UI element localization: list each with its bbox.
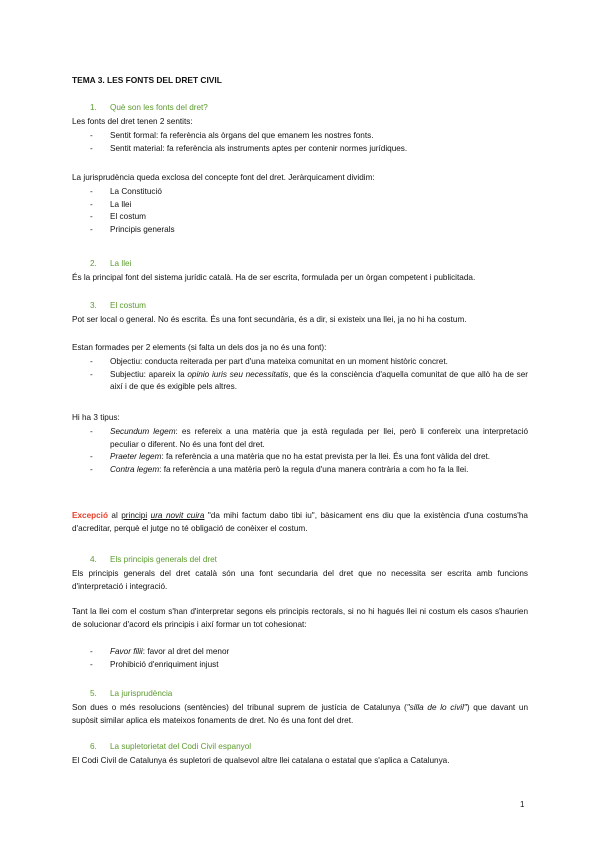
paragraph: Els principis generals del dret català són una font secundaria del dret que no necessita ser escrita amb funcions d'interpretació i integració. <box>72 569 528 591</box>
italic-term: opinio iuris seu necessitatis <box>187 369 289 379</box>
text-run: : es refereix a una matèria que ja està regulada per llei, però li confereix una interpretació peculiar o diferent. No és una font del dret. <box>110 427 529 449</box>
italic-term: Favor filii <box>110 647 143 656</box>
paragraph: És la principal font del sistema jurídic català. Ha de ser escrita, formulada per un òrgan competent i publicitada. <box>72 273 476 282</box>
section-number: 3. <box>90 301 97 310</box>
list-item <box>90 451 528 464</box>
list-item: - La Constitució <box>90 186 528 199</box>
paragraph: Tant la llei com el costum s'han d'interpretar segons els principis rectorals, si no hi hagués llei ni costum els casos s'haurien de solucionar d'acord els principis i així formar un tot cohesionat: <box>72 607 528 629</box>
italic-term: ura novit cuira <box>150 511 205 520</box>
section-title: Els principis generals del dret <box>110 555 217 564</box>
section-heading-4 <box>90 554 217 567</box>
list-item: - Sentit material: fa referència als instruments aptes per contenir normes jurídiques. <box>90 143 528 156</box>
list-item <box>90 646 528 659</box>
paragraph: Estan formades per 2 elements (si falta un dels dos ja no és una font): <box>72 343 327 352</box>
italic-term: Contra legem <box>110 464 160 474</box>
list-item: - Principis generals <box>90 224 528 237</box>
list-item: - Sentit formal: fa referència als òrgans del que emanem les nostres fonts. <box>90 130 528 143</box>
underlined-term: principi <box>121 511 148 520</box>
section-title: La llei <box>110 259 132 268</box>
paragraph <box>72 702 528 727</box>
italic-term: Secundum legem <box>110 427 176 436</box>
section-number: 5. <box>90 689 97 698</box>
section-title: Què son les fonts del dret? <box>110 103 208 112</box>
text-run: : favor al dret del menor <box>142 647 230 656</box>
section-title: El costum <box>110 301 146 310</box>
section-number: 4. <box>90 555 97 564</box>
text-run: "da mihi factum dabo tibi iu", bàsicament ens diu que la existència d'una costums'ha d'acreditar, perquè el jutge no té obligació de conèixer el costum. <box>72 511 528 533</box>
hierarchy-list <box>90 186 528 236</box>
section-number: 6. <box>90 742 97 751</box>
italic-term: "silla de lo civil" <box>406 703 467 712</box>
text-run: , que és la consciència d'aquella comunitat de que allò ha de ser així i de que és exigible pels altres. <box>110 369 528 392</box>
paragraph: Hi ha 3 tipus: <box>72 413 120 422</box>
section-heading-3 <box>90 300 146 313</box>
list-item: - El costum <box>90 211 528 224</box>
document-title: TEMA 3. LES FONTS DEL DRET CIVIL <box>72 75 222 85</box>
text-run: Son dues o més resolucions (sentències) del tribunal suprem de justícia de Catalunya ( <box>72 703 407 712</box>
list-item <box>90 426 528 451</box>
sentits-list <box>90 130 528 155</box>
section-heading-1 <box>90 102 208 115</box>
paragraph: Pot ser local o general. No és escrita. És una font secundària, és a dir, si existeix una llei, ja no hi ha costum. <box>72 315 467 324</box>
text-run: ) que davant un supòsit similar aplica els mateixos fonaments de dret. No és una font del dret. <box>72 703 528 725</box>
section-number: 2. <box>90 259 97 268</box>
section-heading-2 <box>90 258 131 271</box>
text-run: : fa referència a una matèria però la regula d'una manera contrària a com ho fa la llei. <box>159 464 469 474</box>
list-item: - Prohibició d'enriquiment injust <box>90 659 528 672</box>
text-run: Subjectiu: apareix la <box>110 369 188 379</box>
italic-term: Praeter legem <box>110 452 162 462</box>
types-list <box>90 426 528 476</box>
list-item <box>90 369 528 394</box>
elements-list <box>90 356 528 394</box>
exception-label: Excepció <box>72 511 108 520</box>
paragraph: El Codi Civil de Catalunya és supletori de qualsevol altre llei catalana o estatal que s'aplica a Catalunya. <box>72 756 450 765</box>
section-heading-6 <box>90 741 251 754</box>
section-title: La jurisprudència <box>110 689 173 698</box>
section-title: La supletorietat del Codi Civil espanyol <box>110 742 252 751</box>
list-item: - Objectiu: conducta reiterada per part d'una mateixa comunitat en un moment històric concret. <box>90 356 528 369</box>
text-run: al <box>107 511 122 520</box>
page-number: 1 <box>520 800 525 809</box>
paragraph: La jurisprudència queda exclosa del concepte font del dret. Jeràrquicament dividim: <box>72 173 375 182</box>
text-run: : fa referència a una matèria que no ha estat prevista per la llei. És una font vàlida del dret. <box>161 452 491 462</box>
exception-paragraph <box>72 510 528 535</box>
paragraph: Les fonts del dret tenen 2 sentits: <box>72 117 193 126</box>
principles-list <box>90 646 528 671</box>
list-item <box>90 464 528 477</box>
section-heading-5 <box>90 688 172 701</box>
list-item: - La llei <box>90 199 528 212</box>
section-number: 1. <box>90 103 97 112</box>
